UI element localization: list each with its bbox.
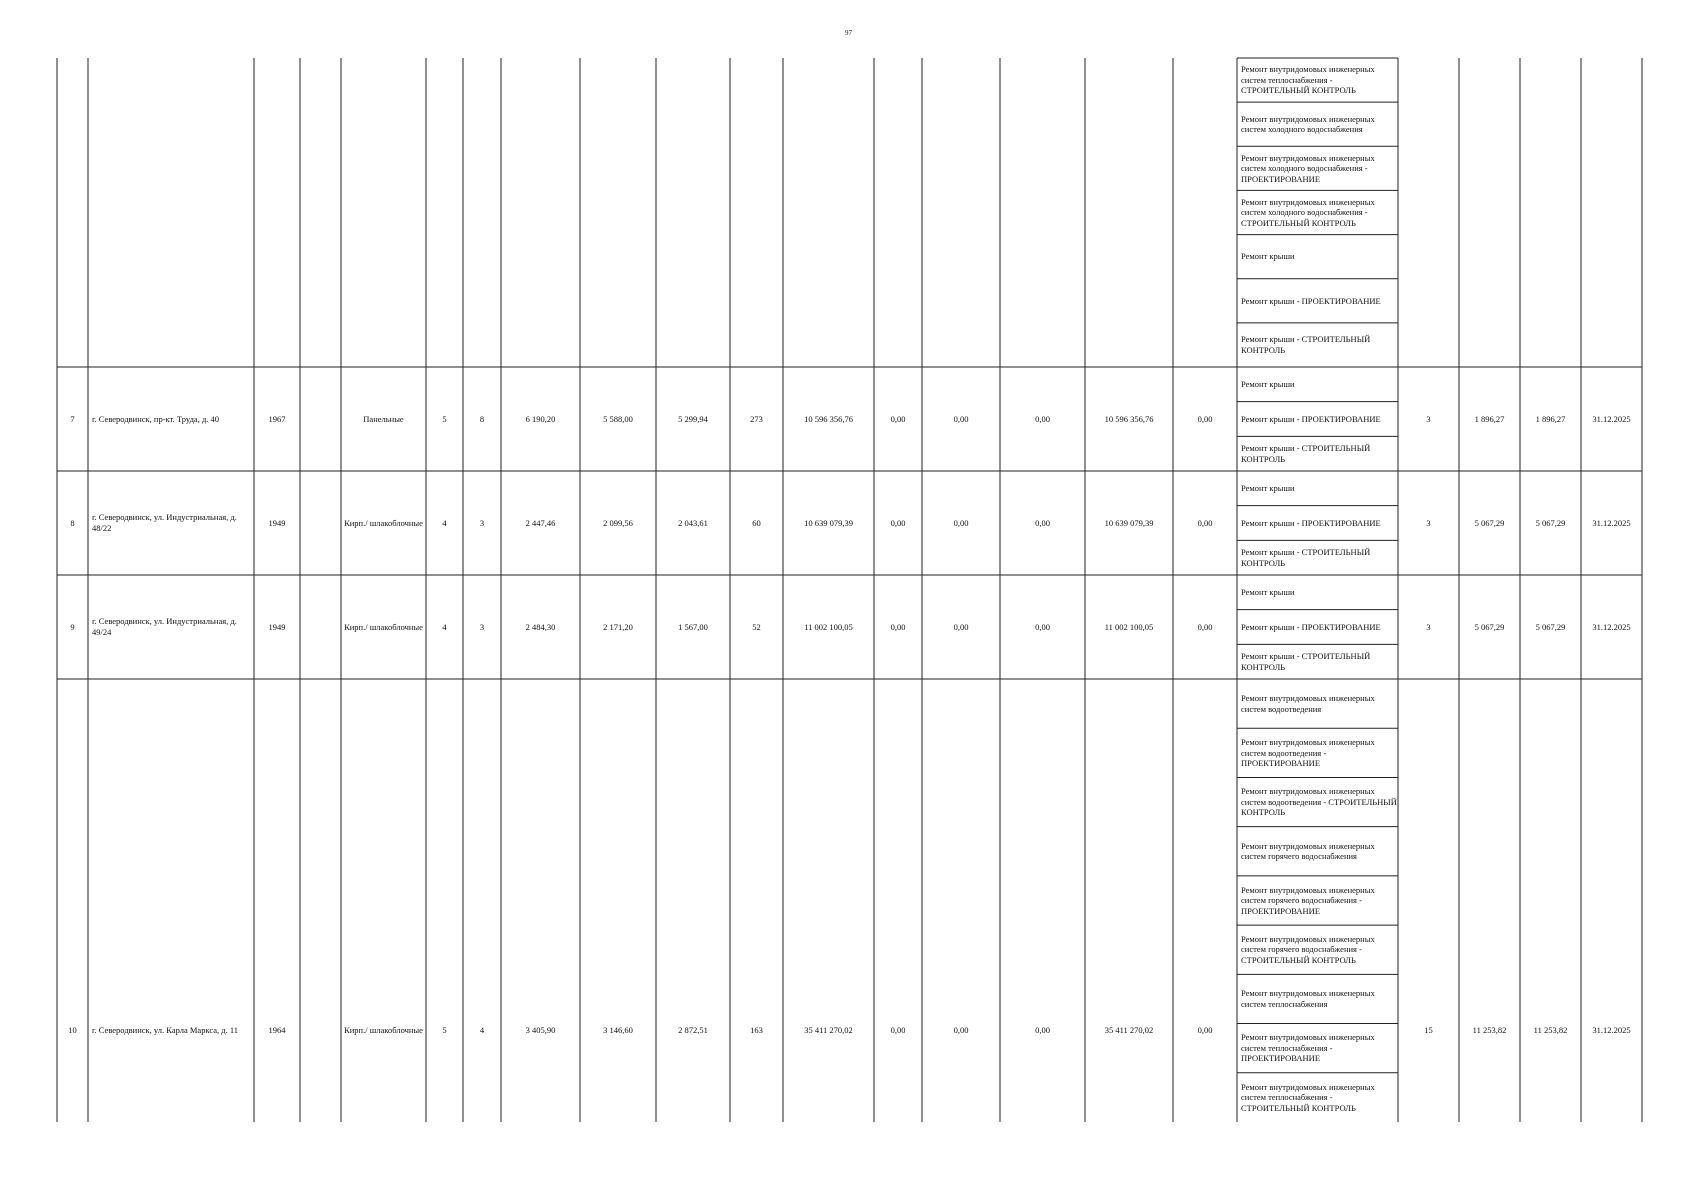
row7-work-item: Ремонт крыши - СТРОИТЕЛЬНЫЙ КОНТРОЛЬ xyxy=(1241,443,1371,464)
row10-num: 10 xyxy=(68,1024,77,1035)
row8-blank xyxy=(301,472,340,574)
row8-residents: 60 xyxy=(752,517,761,528)
continuation-work-item: Ремонт крыши - СТРОИТЕЛЬНЫЙ КОНТРОЛЬ xyxy=(1241,334,1371,355)
row10-fund-regional: 0,00 xyxy=(953,1024,969,1035)
row10-blank xyxy=(301,961,340,1099)
row10-address: г. Северодвинск, ул. Карла Маркса, д. 11 xyxy=(92,1024,239,1035)
row7-limit-cost: 1 896,27 xyxy=(1535,413,1566,424)
row7-area-premises: 5 588,00 xyxy=(603,413,633,424)
page-number: 97 xyxy=(845,29,852,37)
row9-floors: 4 xyxy=(442,621,447,632)
row8-cost-total: 10 639 079,39 xyxy=(804,517,853,528)
row7-year: 1967 xyxy=(268,413,286,424)
row10-work-item: Ремонт внутридомовых инженерных систем водоотведения xyxy=(1241,693,1375,714)
row10-total-area: 3 405,90 xyxy=(525,1024,556,1035)
row9-num: 9 xyxy=(70,621,75,632)
continuation-work-item: Ремонт крыши - ПРОЕКТИРОВАНИЕ xyxy=(1241,295,1381,306)
row9-deadline: 31.12.2025 xyxy=(1592,621,1631,632)
row10-fund-federal: 0,00 xyxy=(890,1024,906,1035)
row10-floors: 5 xyxy=(442,1024,447,1035)
row10-unit-cost: 11 253,82 xyxy=(1472,1024,1507,1035)
row7-unit-cost: 1 896,27 xyxy=(1474,413,1505,424)
row7-floors: 5 xyxy=(442,413,447,424)
row8-work-item: Ремонт крыши xyxy=(1241,483,1295,494)
continuation-work-item: Ремонт внутридомовых инженерных систем холодного водоснабжения - ПРОЕКТИРОВАНИЕ xyxy=(1241,152,1375,184)
row9-material: Кирп./ шлакоблочные xyxy=(344,621,423,632)
row7-fund-regional: 0,00 xyxy=(953,413,969,424)
row9-area-residential: 1 567,00 xyxy=(678,621,708,632)
row8-address: г. Северодвинск, ул. Индустриальная, д. 48/22 xyxy=(92,512,237,533)
row7-residents: 273 xyxy=(750,413,763,424)
row8-fund-owners: 10 639 079,39 xyxy=(1104,517,1154,528)
row9-address: г. Северодвинск, ул. Индустриальная, д. 49/24 xyxy=(92,616,237,637)
row9-work-count: 3 xyxy=(1426,621,1431,632)
row9-fund-local: 0,00 xyxy=(1035,621,1050,632)
row9-limit-cost: 5 067,29 xyxy=(1535,621,1566,632)
row10-entrances: 4 xyxy=(479,1024,485,1035)
row10-work-item: Ремонт внутридомовых инженерных систем горячего водоснабжения - СТРОИТЕЛЬНЫЙ КОНТРОЛЬ xyxy=(1241,933,1375,965)
row10-fund-other: 0,00 xyxy=(1197,1024,1213,1035)
row8-fund-regional: 0,00 xyxy=(953,517,969,528)
continuation-work-item: Ремонт внутридомовых инженерных систем теплоснабжения - СТРОИТЕЛЬНЫЙ КОНТРОЛЬ xyxy=(1241,64,1375,96)
row8-work-item: Ремонт крыши - СТРОИТЕЛЬНЫЙ КОНТРОЛЬ xyxy=(1241,547,1371,568)
row8-area-premises: 2 099,56 xyxy=(603,517,633,528)
row8-year: 1949 xyxy=(268,517,286,528)
row7-fund-other: 0,00 xyxy=(1197,413,1213,424)
row8-fund-other: 0,00 xyxy=(1197,517,1213,528)
row9-fund-other: 0,00 xyxy=(1197,621,1213,632)
row8-num: 8 xyxy=(70,517,75,528)
row8-total-area: 2 447,46 xyxy=(525,517,556,528)
row7-work-count: 3 xyxy=(1426,413,1431,424)
row10-limit-cost: 11 253,82 xyxy=(1533,1024,1568,1035)
row7-total-area: 6 190,20 xyxy=(525,413,556,424)
row9-fund-federal: 0,00 xyxy=(890,621,906,632)
row8-area-residential: 2 043,61 xyxy=(678,517,708,528)
row9-total-area: 2 484,30 xyxy=(525,621,556,632)
row9-cost-total: 11 002 100,05 xyxy=(804,621,853,632)
row10-work-count: 15 xyxy=(1424,1024,1433,1035)
row7-material: Панельные xyxy=(363,413,404,424)
row8-work-count: 3 xyxy=(1426,517,1431,528)
row10-work-item: Ремонт внутридомовых инженерных систем теплоснабжения - ПРОЕКТИРОВАНИЕ xyxy=(1241,1032,1375,1064)
row9-area-premises: 2 171,20 xyxy=(603,621,633,632)
row10-work-item: Ремонт внутридомовых инженерных систем водоотведения - СТРОИТЕЛЬНЫЙ КОНТРОЛЬ xyxy=(1241,786,1397,818)
row7-fund-owners: 10 596 356,76 xyxy=(1104,413,1154,424)
row8-floors: 4 xyxy=(442,517,447,528)
row8-entrances: 3 xyxy=(479,517,485,528)
row8-material: Кирп./ шлакоблочные xyxy=(344,517,423,528)
row10-fund-owners: 35 411 270,02 xyxy=(1104,1024,1154,1035)
row9-blank xyxy=(301,576,340,678)
row7-blank xyxy=(301,368,340,470)
row10-cost-total: 35 411 270,02 xyxy=(804,1024,853,1035)
row9-residents: 52 xyxy=(752,621,761,632)
row7-num: 7 xyxy=(70,413,75,424)
row9-work-item: Ремонт крыши xyxy=(1241,587,1295,598)
row9-work-item: Ремонт крыши - ПРОЕКТИРОВАНИЕ xyxy=(1241,621,1381,632)
row8-fund-federal: 0,00 xyxy=(890,517,906,528)
row7-address: г. Северодвинск, пр-кт. Труда, д. 40 xyxy=(92,413,220,424)
row10-work-item: Ремонт внутридомовых инженерных систем горячего водоснабжения - ПРОЕКТИРОВАНИЕ xyxy=(1241,884,1375,916)
row10-work-item: Ремонт внутридомовых инженерных систем теплоснабжения xyxy=(1241,988,1375,1009)
row9-fund-owners: 11 002 100,05 xyxy=(1104,621,1154,632)
row10-deadline: 31.12.2025 xyxy=(1592,1024,1631,1035)
row10-area-residential: 2 872,51 xyxy=(678,1024,708,1035)
row9-year: 1949 xyxy=(268,621,286,632)
row8-unit-cost: 5 067,29 xyxy=(1474,517,1505,528)
row7-fund-federal: 0,00 xyxy=(890,413,906,424)
continuation-work-item: Ремонт внутридомовых инженерных систем холодного водоснабжения xyxy=(1241,113,1375,135)
row8-limit-cost: 5 067,29 xyxy=(1535,517,1566,528)
row10-residents: 163 xyxy=(750,1024,763,1035)
row10-work-item: Ремонт внутридомовых инженерных систем водоотведения - ПРОЕКТИРОВАНИЕ xyxy=(1241,737,1375,769)
row10-work-item: Ремонт внутридомовых инженерных систем теплоснабжения - СТРОИТЕЛЬНЫЙ КОНТРОЛЬ xyxy=(1241,1081,1375,1113)
row8-fund-local: 0,00 xyxy=(1035,517,1050,528)
row7-entrances: 8 xyxy=(479,413,485,424)
row7-work-item: Ремонт крыши xyxy=(1241,379,1295,390)
row10-fund-local: 0,00 xyxy=(1035,1024,1050,1035)
continuation-work-item: Ремонт крыши xyxy=(1241,251,1295,262)
row10-area-premises: 3 146,60 xyxy=(603,1024,633,1035)
continuation-work-item: Ремонт внутридомовых инженерных систем холодного водоснабжения - СТРОИТЕЛЬНЫЙ КОНТРОЛЬ xyxy=(1241,196,1375,228)
row7-area-residential: 5 299,94 xyxy=(678,413,708,424)
row9-fund-regional: 0,00 xyxy=(953,621,969,632)
row7-deadline: 31.12.2025 xyxy=(1592,413,1631,424)
row10-work-item: Ремонт внутридомовых инженерных систем горячего водоснабжения xyxy=(1241,840,1375,862)
row8-deadline: 31.12.2025 xyxy=(1592,517,1631,528)
row8-work-item: Ремонт крыши - ПРОЕКТИРОВАНИЕ xyxy=(1241,517,1381,528)
row7-work-item: Ремонт крыши - ПРОЕКТИРОВАНИЕ xyxy=(1241,413,1381,424)
row10-material: Кирп./ шлакоблочные xyxy=(344,1024,423,1035)
row9-entrances: 3 xyxy=(479,621,485,632)
row9-unit-cost: 5 067,29 xyxy=(1474,621,1505,632)
row10-year: 1964 xyxy=(268,1024,286,1035)
row7-fund-local: 0,00 xyxy=(1035,413,1050,424)
row9-work-item: Ремонт крыши - СТРОИТЕЛЬНЫЙ КОНТРОЛЬ xyxy=(1241,651,1371,672)
row7-cost-total: 10 596 356,76 xyxy=(804,413,853,424)
